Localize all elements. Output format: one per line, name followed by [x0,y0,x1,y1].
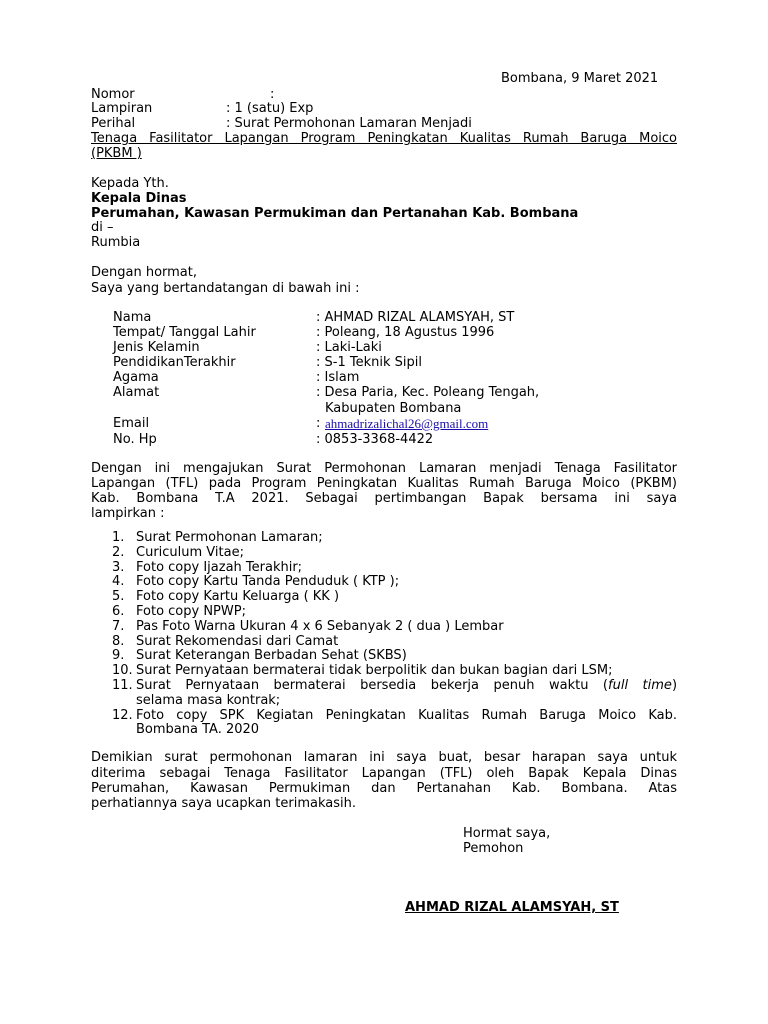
nomor-label: Nomor [91,87,135,102]
closing-line-2: diterima sebagai Tenaga Fasilitator Lapangan (TFL) oleh Bapak Kepala Dinas [91,766,677,781]
list-item: 8. Surat Rekomendasi dari Camat [112,633,339,649]
list-item: 9. Surat Keterangan Berbadan Sehat (SKBS) [112,648,407,664]
attachments-list [91,531,677,738]
education-label: PendidikanTerakhir [113,355,236,370]
list-item: 10. Surat Pernyataan bermaterai tidak berpolitik dan bukan bagian dari LSM; [112,663,613,679]
recipient-di: di – [91,220,114,235]
closing-line-1: Demikian surat permohonan lamaran ini saya buat, besar harapan saya untuk [91,750,677,765]
body-line-1: Dengan ini mengajukan Surat Permohonan Lamaran menjadi Tenaga Fasilitator [91,461,677,476]
recipient-greeting: Kepada Yth. [91,176,169,191]
email-link[interactable]: ahmadrizalichal26@gmail.com [325,416,489,431]
list-item: 7. Pas Foto Warna Ukuran 4 x 6 Sebanyak 2 ( dua ) Lembar [112,618,504,634]
list-item: 12. Foto copy SPK Kegiatan Peningkatan Kualitas Rumah Baruga Moico Kab. Bombana TA. 2020 [112,707,677,738]
nomor-value: : [270,87,275,102]
sign-off: Hormat saya, [463,826,551,841]
list-item: 5. Foto copy Kartu Keluarga ( KK ) [112,589,340,605]
phone-value: : 0853-3368-4422 [316,432,434,447]
intro: Saya yang bertandatangan di bawah ini : [91,281,360,296]
list-item: 1. Surat Permohonan Lamaran; [112,530,323,545]
signature-name: AHMAD RIZAL ALAMSYAH, ST [405,900,619,915]
list-item: 2. Curiculum Vitae; [112,544,244,560]
list-item: 3. Foto copy Ijazah Terakhir; [112,559,303,575]
lampiran-label: Lampiran [91,101,153,116]
lampiran-value: : 1 (satu) Exp [226,101,314,116]
email-label: Email [113,416,150,431]
address-line-2: Kabupaten Bombana [325,401,462,416]
recipient-department: Perumahan, Kawasan Permukiman dan Pertanahan Kab. Bombana [91,206,579,221]
closing-line-3: Perumahan, Kawasan Permukiman dan Pertanahan Kab. Bombana. Atas [91,781,677,796]
salutation: Dengan hormat, [91,265,198,280]
birth-label: Tempat/ Tanggal Lahir [113,325,256,340]
recipient-city: Rumbia [91,235,141,250]
address-value: : Desa Paria, Kec. Poleang Tengah, [316,385,540,400]
sign-role: Pemohon [463,841,524,856]
list-item: 4. Foto copy Kartu Tanda Penduduk ( KTP ); [112,574,400,590]
name-value: : AHMAD RIZAL ALAMSYAH, ST [316,310,515,325]
closing-line-4: perhatiannya saya ucapkan terimakasih. [91,796,356,811]
gender-label: Jenis Kelamin [113,340,200,355]
place-date: Bombana, 9 Maret 2021 [501,71,659,86]
gender-value: : Laki-Laki [316,340,382,355]
subject-line-2: (PKBM ) [91,146,142,161]
address-label: Alamat [113,385,160,400]
phone-label: No. Hp [113,432,157,447]
list-item: 6. Foto copy NPWP; [112,603,246,619]
perihal-value: : Surat Permohonan Lamaran Menjadi [226,116,472,131]
education-value: : S-1 Teknik Sipil [316,355,422,370]
list-item: 11. Surat Pernyataan bermaterai bersedia bekerja penuh waktu (full time) selama masa kontrak; [112,677,678,708]
religion-label: Agama [113,370,159,385]
subject-line-1: Tenaga Fasilitator Lapangan Program Peningkatan Kualitas Rumah Baruga Moico [91,131,677,146]
name-label: Nama [113,310,152,325]
recipient-title: Kepala Dinas [91,191,187,206]
body-line-2: Lapangan (TFL) pada Program Peningkatan Kualitas Rumah Baruga Moico (PKBM) [91,476,677,491]
birth-value: : Poleang, 18 Agustus 1996 [316,325,495,340]
perihal-label: Perihal [91,116,136,131]
email-colon: : [316,416,321,431]
body-line-3: Kab. Bombana T.A 2021. Sebagai pertimbangan Bapak bersama ini saya [91,491,677,506]
body-line-4: lampirkan : [91,506,165,521]
religion-value: : Islam [316,370,360,385]
